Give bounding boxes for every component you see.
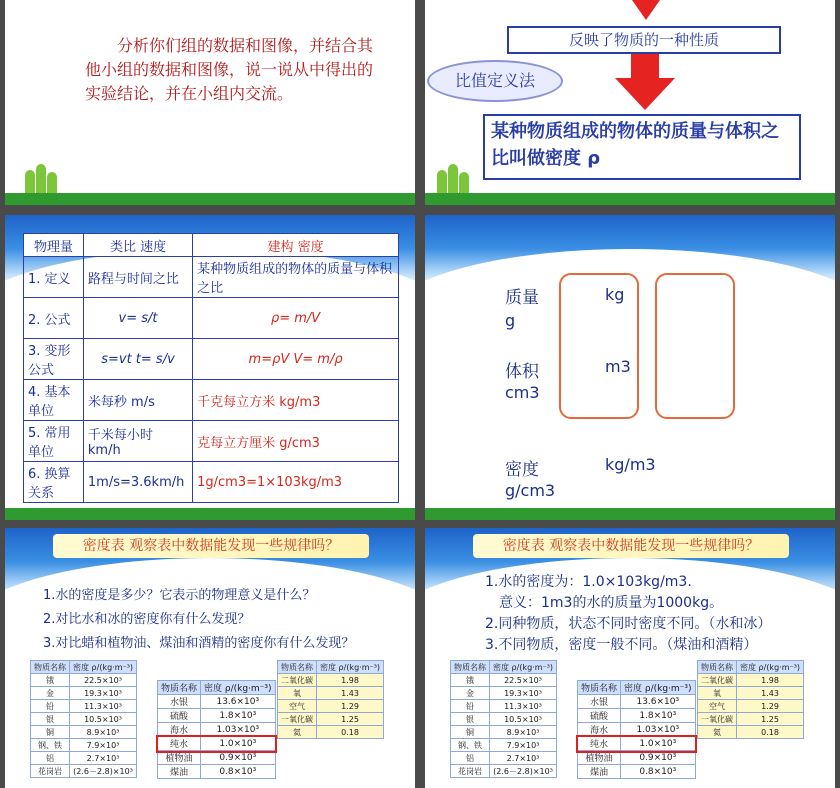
table-row [698, 687, 804, 700]
density-cell: 千克每立方米 kg/m3 [193, 380, 399, 421]
table-row [451, 739, 557, 752]
table-header: 密度 ρ/(kg·m⁻³) [317, 661, 384, 674]
row-label: 2. 公式 [24, 298, 84, 339]
answer-1: 1.水的密度为：1.0×103kg/m3. [485, 574, 692, 590]
table-row [578, 709, 696, 723]
question-2: 2.对比水和冰的密度你有什么发现？ [43, 612, 251, 627]
table-cell: 19.3×10³ [70, 687, 137, 700]
table-cell: 水银 [158, 695, 201, 709]
table-cell: 银 [451, 713, 490, 726]
table-row [31, 700, 137, 713]
slide-3[interactable] [5, 215, 415, 520]
question-3: 3.对比蜡和植物油、煤油和酒精的密度你有什么发现？ [43, 636, 355, 651]
table-row [451, 765, 557, 778]
table-row [698, 713, 804, 726]
table-row [24, 339, 399, 380]
table-row [31, 765, 137, 778]
table-cell: 22.5×10³ [70, 674, 137, 687]
table-row [451, 713, 557, 726]
table-cell: 1.43 [317, 687, 384, 700]
table-cell: 8.9×10³ [70, 726, 137, 739]
table-cell: 氦 [278, 726, 317, 739]
table-cell: 11.3×10³ [490, 700, 557, 713]
table-cell: 铝 [451, 752, 490, 765]
table-row [578, 695, 696, 709]
table-cell: 海水 [158, 723, 201, 737]
mass-unit: kg [605, 285, 625, 304]
slide-banner: 密度表 观察表中数据能发现一些规律吗？ [53, 534, 369, 558]
table-cell: 0.9×10³ [201, 751, 276, 765]
down-arrow-top [632, 0, 660, 20]
table-header: 物质名称 [698, 661, 737, 674]
density-unit: kg/m3 [605, 455, 656, 474]
slide-5[interactable] [5, 528, 415, 788]
table-row [451, 687, 557, 700]
table-cell: 1.29 [317, 700, 384, 713]
table-header: 物质名称 [278, 661, 317, 674]
table-row [31, 713, 137, 726]
speed-cell: 1m/s=3.6km/h [83, 462, 192, 503]
speed-cell: s=vt t= s/v [83, 339, 192, 380]
table-row [158, 709, 276, 723]
table-cell: 2.7×10³ [70, 752, 137, 765]
table-cell: 13.6×10³ [201, 695, 276, 709]
table-row [31, 687, 137, 700]
property-box: 反映了物质的一种性质 [507, 26, 781, 54]
table-cell: 空气 [698, 700, 737, 713]
table-row [451, 726, 557, 739]
table-row [24, 257, 399, 298]
definition-box: 某种物质组成的物体的质量与体积之比叫做密度 ρ [483, 114, 801, 180]
table-cell: 1.25 [317, 713, 384, 726]
density-table-solids [30, 660, 137, 778]
table-header: 密度 ρ/(kg·m⁻³) [737, 661, 804, 674]
speed-cell: 路程与时间之比 [83, 257, 192, 298]
table-header: 密度 ρ/(kg·m⁻³) [201, 681, 276, 695]
density-cell: 克每立方厘米 g/cm3 [193, 421, 399, 462]
volume-unit: m3 [605, 357, 631, 376]
slide-6[interactable] [425, 528, 835, 788]
table-cell: 1.0×10³ [201, 737, 276, 751]
grass-decoration [25, 170, 35, 194]
table-cell: 海水 [578, 723, 621, 737]
answer-box-left [559, 273, 639, 419]
table-row [158, 737, 276, 751]
density-cell: 1g/cm3=1×103kg/m3 [193, 462, 399, 503]
table-header: 物质名称 [31, 661, 70, 674]
table-cell: 1.03×10³ [621, 723, 696, 737]
table-cell: 花岗岩 [451, 765, 490, 778]
mass-label: 质量 [505, 288, 539, 308]
table-cell: 1.8×10³ [621, 709, 696, 723]
density-table-gases [277, 660, 384, 739]
table-cell: 硫酸 [158, 709, 201, 723]
header-density: 建构 密度 [193, 234, 399, 257]
table-cell: 水银 [578, 695, 621, 709]
question-list [43, 584, 354, 656]
table-cell: 0.9×10³ [621, 751, 696, 765]
table-row [158, 723, 276, 737]
grass-decoration [459, 172, 469, 194]
table-row [698, 700, 804, 713]
table-cell: 0.8×10³ [201, 765, 276, 779]
table-row [451, 674, 557, 687]
table-row [698, 726, 804, 739]
table-header: 物质名称 [451, 661, 490, 674]
density-table-solids [450, 660, 557, 778]
table-cell: 铜 [451, 726, 490, 739]
answer-3: 3.不同物质，密度一般不同。（煤油和酒精） [485, 637, 758, 653]
table-row [158, 765, 276, 779]
table-cell: 一氧化碳 [698, 713, 737, 726]
slide-banner: 密度表 观察表中数据能发现一些规律吗？ [473, 534, 789, 558]
table-row [278, 726, 384, 739]
table-cell: 锇 [31, 674, 70, 687]
footer-bar [5, 508, 415, 520]
table-row [24, 462, 399, 503]
table-row [31, 739, 137, 752]
table-cell: 0.8×10³ [621, 765, 696, 779]
callout-bubble: 比值定义法 [427, 60, 563, 102]
slide-4[interactable] [425, 215, 835, 520]
grass-decoration [448, 164, 458, 194]
density-label: 密度 [505, 460, 539, 480]
slide-1[interactable] [5, 0, 415, 205]
footer-bar [425, 193, 835, 205]
table-row [31, 752, 137, 765]
table-cell: 硫酸 [578, 709, 621, 723]
table-cell: 二氧化碳 [278, 674, 317, 687]
table-row [24, 380, 399, 421]
row-label: 5. 常用单位 [24, 421, 84, 462]
table-cell: 银 [31, 713, 70, 726]
table-cell: 7.9×10³ [490, 739, 557, 752]
table-cell: 氦 [698, 726, 737, 739]
table-row [24, 421, 399, 462]
table-cell: 1.25 [737, 713, 804, 726]
density-sym: g/cm3 [505, 481, 556, 500]
table-cell: 1.29 [737, 700, 804, 713]
table-header: 物质名称 [578, 681, 621, 695]
question-1: 1.水的密度是多少？它表示的物理意义是什么？ [43, 588, 316, 603]
table-cell: 22.5×10³ [490, 674, 557, 687]
table-cell: 19.3×10³ [490, 687, 557, 700]
density-table-gases [697, 660, 804, 739]
table-cell: 纯水 [158, 737, 201, 751]
table-cell: 钢、铁 [31, 739, 70, 752]
speed-cell: v= s/t [83, 298, 192, 339]
table-cell: (2.6－2.8)×10³ [490, 765, 557, 778]
row-label: 3. 变形公式 [24, 339, 84, 380]
header-quantity: 物理量 [24, 234, 84, 257]
table-row [158, 695, 276, 709]
header-speed: 类比 速度 [83, 234, 192, 257]
table-cell: 纯水 [578, 737, 621, 751]
slide-2[interactable] [425, 0, 835, 205]
table-cell: 1.8×10³ [201, 709, 276, 723]
grass-decoration [47, 172, 57, 194]
table-cell: 铅 [31, 700, 70, 713]
table-cell: 铅 [451, 700, 490, 713]
density-table-liquids [157, 680, 276, 779]
table-row [578, 737, 696, 751]
table-header: 密度 ρ/(kg·m⁻³) [490, 661, 557, 674]
table-cell: 花岗岩 [31, 765, 70, 778]
table-cell: 13.6×10³ [621, 695, 696, 709]
table-cell: 1.43 [737, 687, 804, 700]
table-cell: 2.7×10³ [490, 752, 557, 765]
volume-label: 体积 [505, 362, 539, 382]
table-cell: 氧 [698, 687, 737, 700]
table-cell: 0.18 [317, 726, 384, 739]
table-cell: 金 [31, 687, 70, 700]
grass-decoration [437, 170, 447, 194]
table-row [24, 298, 399, 339]
answer-list [485, 572, 771, 656]
table-row [578, 723, 696, 737]
table-cell: 二氧化碳 [698, 674, 737, 687]
table-cell: 0.18 [737, 726, 804, 739]
table-row [278, 713, 384, 726]
density-cell: ρ= m/V [193, 298, 399, 339]
density-table-liquids [577, 680, 696, 779]
table-row [278, 700, 384, 713]
table-cell: 10.5×10³ [70, 713, 137, 726]
table-row [451, 700, 557, 713]
table-cell: 植物油 [158, 751, 201, 765]
table-cell: 氧 [278, 687, 317, 700]
slide1-paragraph: 分析你们组的数据和图像，并结合其他小组的数据和图像，说一说从中得出的实验结论，并在小组内交流。 [85, 36, 374, 103]
table-row [451, 752, 557, 765]
table-header: 密度 ρ/(kg·m⁻³) [70, 661, 137, 674]
table-cell: 空气 [278, 700, 317, 713]
table-cell: 铜 [31, 726, 70, 739]
table-row [578, 751, 696, 765]
mass-sym: g [505, 311, 516, 330]
table-cell: 铝 [31, 752, 70, 765]
table-row [31, 726, 137, 739]
table-row [278, 687, 384, 700]
table-cell: 煤油 [158, 765, 201, 779]
table-cell: 植物油 [578, 751, 621, 765]
table-header: 物质名称 [158, 681, 201, 695]
table-cell: 10.5×10³ [490, 713, 557, 726]
table-header: 密度 ρ/(kg·m⁻³) [621, 681, 696, 695]
volume-sym: cm3 [505, 383, 540, 402]
table-row [278, 674, 384, 687]
table-cell: 金 [451, 687, 490, 700]
footer-bar [5, 193, 415, 205]
table-cell: 7.9×10³ [70, 739, 137, 752]
speed-cell: 米每秒 m/s [83, 380, 192, 421]
table-cell: (2.6－2.8)×10³ [70, 765, 137, 778]
row-label: 4. 基本单位 [24, 380, 84, 421]
table-cell: 一氧化碳 [278, 713, 317, 726]
table-cell: 1.0×10³ [621, 737, 696, 751]
table-cell: 8.9×10³ [490, 726, 557, 739]
table-row [31, 674, 137, 687]
table-row [158, 751, 276, 765]
grass-decoration [36, 164, 46, 194]
answer-1b: 意义：1m3的水的质量为1000kg。 [499, 595, 724, 611]
table-cell: 锇 [451, 674, 490, 687]
footer-bar [425, 508, 835, 520]
table-cell: 1.03×10³ [201, 723, 276, 737]
table-row [578, 765, 696, 779]
comparison-table [23, 233, 399, 503]
table-cell: 1.98 [737, 674, 804, 687]
table-cell: 1.98 [317, 674, 384, 687]
row-label: 6. 换算关系 [24, 462, 84, 503]
down-arrow-large [613, 54, 677, 110]
row-label: 1. 定义 [24, 257, 84, 298]
density-cell: m=ρV V= m/ρ [193, 339, 399, 380]
table-row [698, 674, 804, 687]
table-cell: 煤油 [578, 765, 621, 779]
answer-box-right [655, 273, 735, 419]
table-cell: 11.3×10³ [70, 700, 137, 713]
density-cell: 某种物质组成的物体的质量与体积之比 [193, 257, 399, 298]
speed-cell: 千米每小时 km/h [83, 421, 192, 462]
table-cell: 钢、铁 [451, 739, 490, 752]
answer-2: 2.同种物质，状态不同时密度不同。（水和冰） [485, 616, 772, 632]
